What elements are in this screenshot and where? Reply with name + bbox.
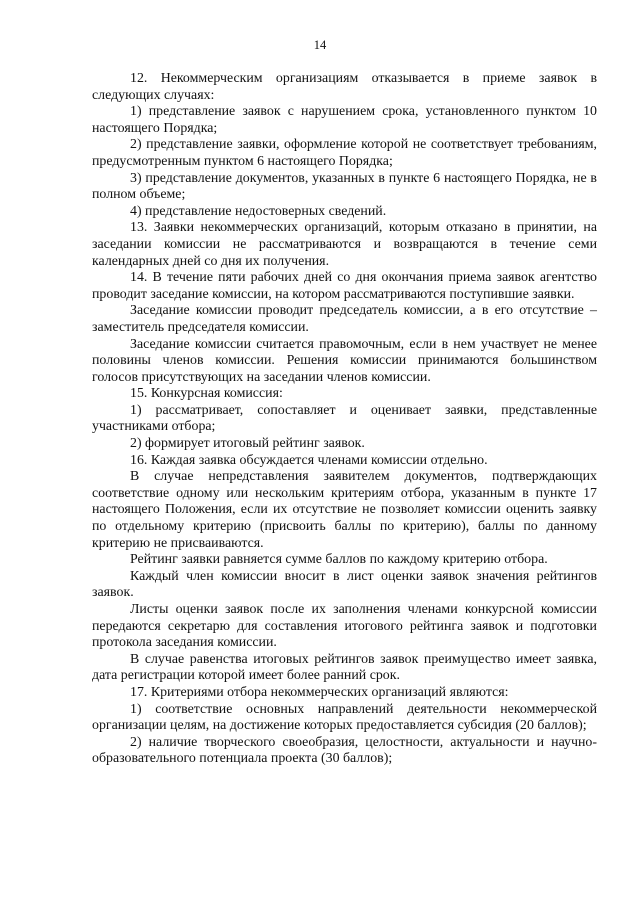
paragraph-16-evaluation-sheet: Каждый член комиссии вносит в лист оценки заявок значения рейтингов заявок. [92,568,597,601]
paragraph-15-intro: 15. Конкурсная комиссия: [130,386,283,402]
paragraph-14-chair: Заседание комиссии проводит председатель комиссии, а в его отсутствие – заместитель председателя комиссии. [92,303,597,335]
page-number: 14 [313,38,327,52]
paragraph-15-item-1: 1) рассматривает, сопоставляет и оценивает заявки, представленные участниками отбора; [92,402,597,435]
paragraph-16-tie-break: В случае равенства итоговых рейтингов заявок преимущество имеет заявка, дата регистрации которой имеет более ранний срок. [92,651,597,684]
paragraph-12-item-1: 1) представление заявок с нарушением срока, установленного пунктом 10 настоящего Порядка; [92,104,597,136]
paragraph-12-item-4: 4) представление недостоверных сведений. [130,203,387,219]
paragraph-14-quorum: Заседание комиссии считается правомочным, если в нем участвует не менее половины членов комиссии. Решения комиссии принимаются большинством голосов присутствующих на заседании членов комиссии. [92,336,597,385]
paragraph-12-item-3: 3) представление документов, указанных в пункте 6 настоящего Порядка, не в полном объеме; [92,170,597,203]
paragraph-17-intro: 17. Критериями отбора некоммерческих организаций являются: [130,684,509,700]
paragraph-16-rating-sum: Рейтинг заявки равняется сумме баллов по каждому критерию отбора. [130,552,548,568]
paragraph-17-item-1: 1) соответствие основных направлений деятельности некоммерческой организации целям, на достижение которых предоставляется субсидия (20 баллов); [92,701,597,734]
paragraph-16-missing-docs: В случае непредставления заявителем документов, подтверждающих соответствие одному или нескольким критериям отбора, указанным в пункте 17 настоящего Положения, если их отсутствие не позволяет комиссии оценить заявку по отдельному критерию (присвоить баллы по критерию), баллы по данному критерию не присваиваются. [92,469,597,551]
paragraph-12-intro: 12. Некоммерческим организациям отказывается в приеме заявок в следующих случаях: [92,71,597,103]
paragraph-16-sheets-transfer: Листы оценки заявок после их заполнения членами конкурсной комиссии передаются секретарю для составления итогового рейтинга заявок и подготовки протокола заседания комиссии. [92,602,597,651]
paragraph-12-item-2: 2) представление заявки, оформление которой не соответствует требованиям, предусмотренным пунктом 6 настоящего Порядка; [92,137,597,169]
paragraph-17-item-2: 2) наличие творческого своеобразия, целостности, актуальности и научно-образовательного потенциала проекта (30 баллов); [92,734,597,767]
paragraph-13: 13. Заявки некоммерческих организаций, которым отказано в принятии, на заседании комиссии не рассматриваются и возвращаются в течение семи календарных дней со дня их получения. [92,220,597,269]
paragraph-15-item-2: 2) формирует итоговый рейтинг заявок. [130,436,365,452]
paragraph-14: 14. В течение пяти рабочих дней со дня окончания приема заявок агентство проводит заседание комиссии, на котором рассматриваются поступившие заявки. [92,270,597,302]
paragraph-16: 16. Каждая заявка обсуждается членами комиссии отдельно. [130,452,488,468]
document-body [92,71,597,768]
